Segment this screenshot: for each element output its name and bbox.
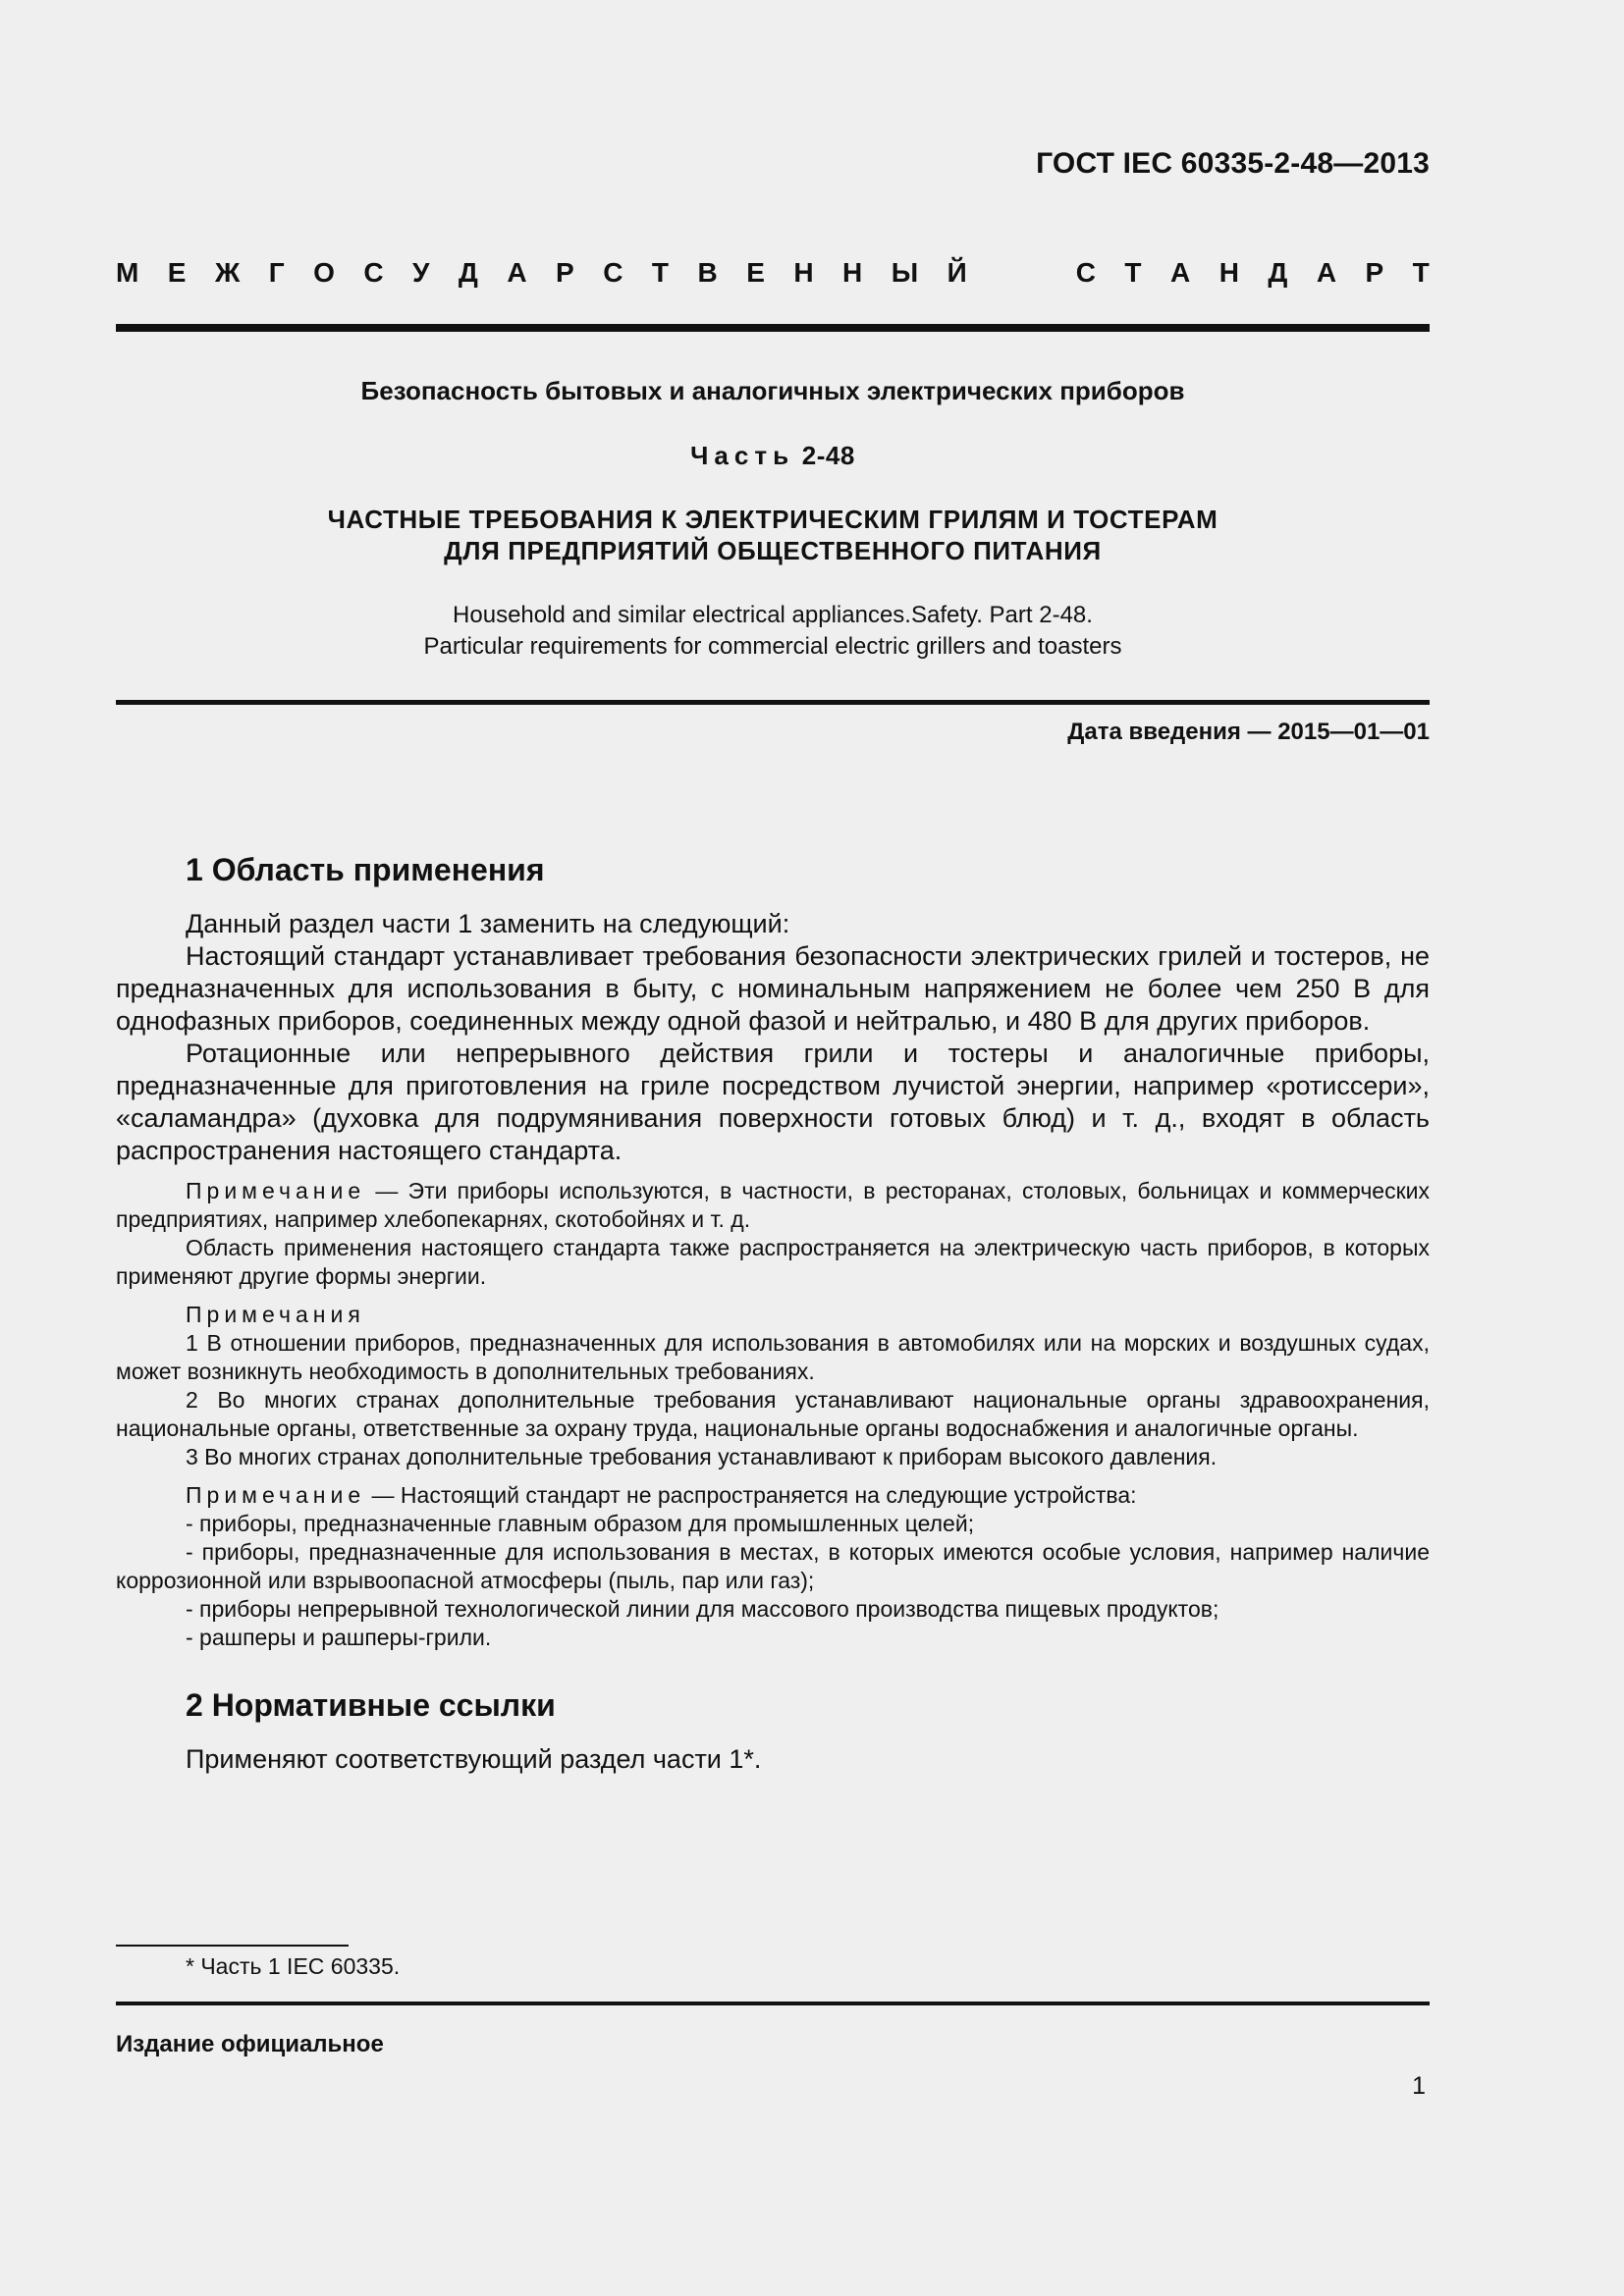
note-item: 2 Во многих странах дополнительные требования устанавливают национальные органы здравоохранения, национальные органы, ответственные за охрану труда, национальные органы водоснабжения и аналогичные органы. <box>116 1387 1430 1441</box>
paragraph: Ротационные или непрерывного действия грили и тостеры и аналогичные приборы, предназначенные для приготовления на гриле посредством лучистой энергии, например «ротиссери», «саламандра» (духовка для подрумянивания поверхности готовых блюд) и т. д., входят в область распространения настоящего стандарта. <box>116 1039 1430 1165</box>
introduction-date: Дата введения — 2015—01—01 <box>1067 719 1430 745</box>
banner-letter: Г <box>268 257 285 288</box>
banner-letter: Р <box>1365 257 1384 288</box>
footnote-rule <box>116 1945 349 1947</box>
list-item: - приборы, предназначенные для использования в местах, в которых имеются особые условия, например наличие коррозионной или взрывоопасной атмосферы (пыль, пар или газ); <box>116 1539 1430 1593</box>
english-title <box>116 600 1430 663</box>
note-dash: — <box>365 1178 408 1203</box>
paragraph: Область применения настоящего стандарта также распространяется на электрическую часть приборов, в которых применяют другие формы энергии. <box>116 1235 1430 1289</box>
paragraph: Данный раздел части 1 заменить на следующий: <box>186 909 790 938</box>
banner-letter: А <box>1169 257 1191 288</box>
banner-letter: М <box>116 257 139 288</box>
banner-letter: Й <box>947 257 967 288</box>
header-rule <box>116 324 1430 332</box>
banner-letter: Ы <box>891 257 919 288</box>
banner-letter: Н <box>793 257 814 288</box>
banner-letter: С <box>363 257 384 288</box>
banner-letter: Д <box>1268 257 1288 288</box>
banner-gap <box>996 257 1047 289</box>
english-title-line-1: Household and similar electrical appliances.Safety. Part 2-48. <box>453 602 1093 628</box>
edition-label: Издание официальное <box>116 2031 384 2057</box>
banner-letter: Т <box>651 257 670 288</box>
banner-letter: А <box>1316 257 1337 288</box>
interstate-standard-banner <box>116 257 1430 289</box>
banner-letter: Н <box>842 257 863 288</box>
banner-letter: Е <box>746 257 765 288</box>
part-label <box>116 441 1430 471</box>
list-item: - рашперы и рашперы-грили. <box>186 1625 492 1650</box>
banner-letter: Т <box>1412 257 1430 288</box>
note-dash: — <box>365 1482 401 1508</box>
banner-letter: А <box>507 257 527 288</box>
page-number: 1 <box>1412 2072 1426 2100</box>
section-2-heading: 2 Нормативные ссылки <box>186 1687 556 1723</box>
english-title-line-2: Particular requirements for commercial electric grillers and toasters <box>423 633 1122 660</box>
banner-letter: О <box>313 257 335 288</box>
note <box>116 1481 1430 1510</box>
banner-letter: Н <box>1218 257 1239 288</box>
paragraph: Настоящий стандарт устанавливает требования безопасности электрических грилей и тостеров, не предназначенных для использования в быту, с номинальным напряжением не более чем 250 В для однофазных приборов, соединенных между одной фазой и нейтралью, и 480 В для других приборов. <box>116 941 1430 1036</box>
note-text: Эти приборы используются, в частности, в ресторанах, столовых, больницах и коммерческих предприятиях, например хлебопекарнях, скотобойнях и т. д. <box>116 1178 1430 1232</box>
title-rule <box>116 700 1430 705</box>
banner-letter: У <box>412 257 430 288</box>
banner-letter: Т <box>1124 257 1142 288</box>
document-code: ГОСТ IEC 60335-2-48—2013 <box>1036 147 1430 180</box>
note-item: 3 Во многих странах дополнительные требования устанавливают к приборам высокого давления. <box>186 1444 1218 1469</box>
subtitle-line-2: ДЛЯ ПРЕДПРИЯТИЙ ОБЩЕСТВЕННОГО ПИТАНИЯ <box>444 536 1102 565</box>
banner-letter: В <box>697 257 718 288</box>
note-item: 1 В отношении приборов, предназначенных для использования в автомобилях или на морских и воздушных судах, может возникнуть необходимость в дополнительных требованиях. <box>116 1330 1430 1384</box>
banner-letter: С <box>603 257 623 288</box>
subtitle-line-1: ЧАСТНЫЕ ТРЕБОВАНИЯ К ЭЛЕКТРИЧЕСКИМ ГРИЛЯМ И ТОСТЕРАМ <box>327 505 1218 534</box>
document-subtitle <box>116 504 1430 566</box>
part-number: 2-48 <box>801 441 855 470</box>
section-1 <box>116 852 1430 1776</box>
notes-label-text: Примечания <box>186 1302 365 1327</box>
list-item: - приборы непрерывной технологической линии для массового производства пищевых продуктов; <box>186 1596 1219 1622</box>
banner-letter: Е <box>167 257 187 288</box>
part-word: Часть <box>690 441 795 470</box>
banner-letter: Р <box>556 257 574 288</box>
note-text: Настоящий стандарт не распространяется на следующие устройства: <box>400 1482 1137 1508</box>
list-item: - приборы, предназначенные главным образом для промышленных целей; <box>186 1511 975 1536</box>
notes-label <box>116 1301 1430 1329</box>
paragraph: Применяют соответствующий раздел части 1*. <box>186 1744 762 1774</box>
note-label: Примечание <box>186 1482 366 1508</box>
note <box>116 1177 1430 1234</box>
note-label: Примечание <box>186 1178 366 1203</box>
document-title: Безопасность бытовых и аналогичных электрических приборов <box>360 376 1185 405</box>
section-1-heading: 1 Область применения <box>186 852 545 887</box>
footnote: * Часть 1 IEC 60335. <box>186 1953 401 1979</box>
banner-letter: Д <box>458 257 478 288</box>
banner-letter: Ж <box>214 257 241 288</box>
footer-rule <box>116 2002 1430 2005</box>
banner-letter: С <box>1075 257 1096 288</box>
